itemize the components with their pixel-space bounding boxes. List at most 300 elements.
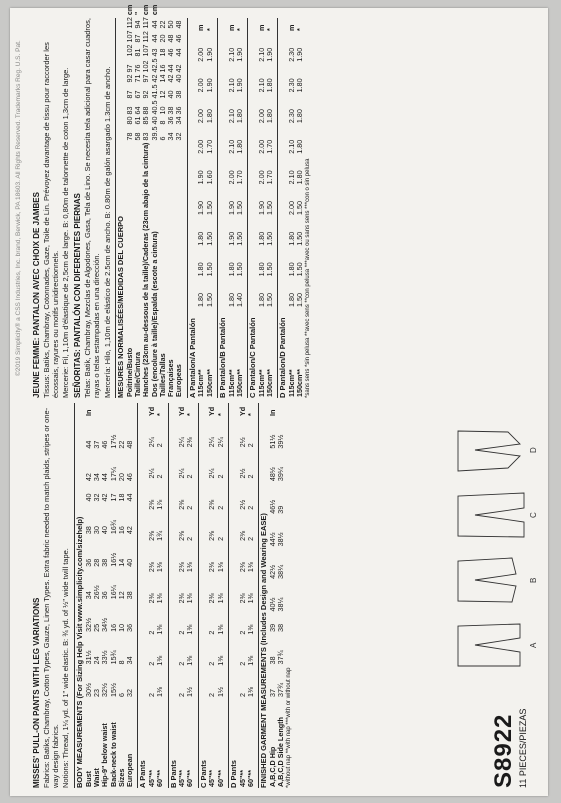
table-cell: 44 <box>166 64 176 73</box>
table-cell: 2.00 <box>256 109 266 124</box>
table-cell: 1.80 <box>256 231 266 246</box>
table-cell: 16¼ <box>108 585 118 600</box>
table-cell: 38¼ <box>276 564 286 579</box>
table-cell: 67 <box>133 90 143 99</box>
view-heading: B Pantalon/B Pantalón <box>217 18 228 398</box>
row-label: Taille/Cintura <box>133 352 143 397</box>
table-cell: 36 <box>174 106 184 115</box>
table-cell: 1.40 <box>234 293 244 307</box>
table-cell: 18 <box>157 48 167 57</box>
table-cell: 38¼ <box>276 597 286 612</box>
view-line-drawings <box>450 416 540 686</box>
table-cell: 32½ <box>100 683 110 697</box>
table-cell: 44½ <box>267 532 277 547</box>
yardage-table <box>288 18 305 398</box>
table-cell: 1.90 <box>226 231 236 246</box>
table-cell: 2 <box>177 661 187 666</box>
table-cell: 1.80 <box>286 293 296 307</box>
row-label: 45"** <box>237 770 247 787</box>
table-row <box>206 18 214 398</box>
table-cell: 42½ <box>267 564 277 579</box>
table-cell: 1⅜ <box>245 593 255 604</box>
yardage-section <box>137 403 255 788</box>
table-cell: 1⅜ <box>155 593 165 604</box>
yardage-table <box>258 18 275 398</box>
table-cell: 38 <box>276 623 286 632</box>
table-cell: 1.80 <box>196 231 206 246</box>
table-cell: 40 <box>100 526 110 535</box>
table-cell: 17 <box>108 493 118 502</box>
table-cell: 1.50 <box>265 262 274 277</box>
table-cell: 1.90 <box>295 47 305 62</box>
table-cell: 36 <box>83 558 93 567</box>
table-cell: 16 <box>108 623 118 632</box>
table-cell: 6 <box>157 136 167 141</box>
table-cell: 1.50 <box>204 262 214 277</box>
table-cell: 61 <box>133 116 143 125</box>
row-label: 150cm** <box>295 369 305 397</box>
table-cell: 20 <box>157 34 167 43</box>
pieces-count: 11 PIECES/PIEZAS <box>518 708 528 788</box>
table-cell: 92 <box>141 90 151 99</box>
row-unit: * <box>185 413 195 416</box>
row-label: 115cm** <box>226 369 236 397</box>
table-cell: 46½ <box>267 499 277 514</box>
row-label: 150cm** <box>265 369 274 397</box>
table-cell: 1.80 <box>196 293 206 307</box>
row-unit: * <box>295 28 305 31</box>
table-cell: 36 <box>125 623 135 632</box>
table-row <box>167 4 175 398</box>
table-cell: 2 <box>245 443 255 448</box>
table-cell: 1.90 <box>226 201 236 216</box>
table-cell: 87 <box>124 90 134 99</box>
table-cell: 2¼ <box>207 468 217 479</box>
table-cell: 107 <box>124 30 134 43</box>
row-label: 60"** <box>155 770 165 787</box>
table-cell: 34 <box>83 591 93 600</box>
table-cell: 32 <box>174 132 184 141</box>
table-cell: 2 <box>147 693 156 697</box>
table-cell: 34 <box>91 473 101 482</box>
table-cell: 2½ <box>237 437 247 448</box>
table-cell: 22 <box>116 440 126 449</box>
row-unit <box>93 403 101 417</box>
row-unit <box>126 403 134 417</box>
table-cell: 38 <box>83 526 93 535</box>
table-cell: 1.80 <box>295 78 305 93</box>
table-cell: 2.00 <box>256 170 266 185</box>
row-label: Françaises <box>166 359 176 397</box>
table-cell: 42 <box>100 493 110 502</box>
row-label: 115cm** <box>286 369 296 397</box>
table-cell: 2.10 <box>226 47 236 62</box>
table-cell: 2 <box>185 474 195 479</box>
fabrics-text: Fabrics: Batiks, Chambray, Cotton Types, Gauze, Linen Types. Extra fabric needed to match plaids, stripes or one-way design fabrics. <box>42 407 60 788</box>
table-cell: 38 <box>125 591 135 600</box>
row-unit <box>118 403 126 417</box>
table-cell: 1.80 <box>265 109 274 124</box>
table-cell: 6 <box>116 693 126 697</box>
table-cell: 2¼ <box>147 468 156 479</box>
table-cell: 1.80 <box>234 109 244 124</box>
table-cell: 2 <box>147 661 156 666</box>
view-label-a: A <box>529 642 538 648</box>
table-cell: 97 <box>124 64 134 73</box>
table-cell: 32½ <box>83 617 93 632</box>
table-cell: 42 <box>149 74 159 83</box>
table-cell: 2 <box>147 630 156 635</box>
table-cell: 88 <box>141 106 151 115</box>
yardage-table <box>239 403 256 788</box>
table-cell: 38 <box>100 558 110 567</box>
row-label: Hip-9" below waist <box>100 723 110 787</box>
table-cell: 44 <box>83 440 93 449</box>
table-cell: 2⅜ <box>237 530 247 541</box>
row-label: Bust <box>83 771 93 787</box>
table-cell: 1.70 <box>234 170 244 185</box>
table-row <box>156 403 164 788</box>
row-unit: cm <box>149 4 159 16</box>
table-cell: 2.10 <box>286 170 296 185</box>
table-cell: 83 <box>124 106 134 115</box>
table-cell: 46 <box>174 34 184 43</box>
table-cell: 10 <box>157 106 167 115</box>
table-cell: 2.00 <box>226 170 236 185</box>
table-cell: 38 <box>267 656 277 665</box>
table-cell: 20 <box>116 473 126 482</box>
row-label: 45"** <box>207 770 217 787</box>
table-cell: 2⅜ <box>177 530 187 541</box>
table-cell: 34 <box>174 116 184 125</box>
row-unit: * <box>155 413 165 416</box>
row-unit: Yd <box>147 406 156 416</box>
table-cell: 1⅜ <box>155 562 165 573</box>
table-cell: 1⅜ <box>245 655 255 666</box>
table-cell: 1.70 <box>265 170 274 185</box>
table-cell: 16 <box>157 64 167 73</box>
table-row <box>217 403 225 788</box>
merceria-text: Mercería: Hilo, 1,10m de elástico de 2.5cm de ancho. B: 0.80m de galón asargado 1.3cm de ancho. <box>102 66 112 398</box>
table-cell: 51½ <box>267 434 277 449</box>
table-cell: 2 <box>245 474 255 479</box>
table-cell: 1⅜ <box>215 624 225 635</box>
table-cell: 42 <box>166 74 176 83</box>
table-cell: 40 <box>174 74 184 83</box>
row-label: 60"** <box>185 770 195 787</box>
table-cell: 26½ <box>91 585 101 600</box>
table-cell: 33½ <box>100 650 110 665</box>
table-cell: 102 <box>124 44 134 57</box>
table-cell: 36 <box>100 591 110 600</box>
table-cell: 48 <box>166 34 176 43</box>
view-heading: C Pants <box>198 403 209 788</box>
table-cell: 16½ <box>108 552 118 567</box>
french-footnote: *sans sens *sin pelusa **avec sens **con pelusa ***avec ou sans sens ***con o sin pelusa <box>305 158 312 398</box>
table-cell: 1.50 <box>265 201 274 216</box>
table-cell: 2.10 <box>256 47 266 62</box>
row-label: Europeas <box>174 364 184 397</box>
table-cell: 39½ <box>276 434 286 449</box>
table-cell: 2 <box>155 443 165 448</box>
table-cell: 71 <box>133 74 143 83</box>
row-unit <box>159 4 167 16</box>
pants-drawing-b <box>458 558 516 602</box>
table-cell: 1⅜ <box>185 655 195 666</box>
row-label: 45"** <box>177 770 187 787</box>
table-cell: 2 <box>237 630 247 635</box>
french-spanish-column <box>32 4 312 398</box>
table-cell: 1¾ <box>155 530 165 541</box>
table-cell: 1.50 <box>204 293 214 307</box>
table-cell: 46 <box>166 48 176 57</box>
table-cell: 15½ <box>108 683 118 697</box>
table-cell: 2 <box>185 505 195 510</box>
table-cell: 2 <box>215 474 225 479</box>
table-cell: 36 <box>166 116 176 125</box>
row-label: European <box>125 753 135 787</box>
table-row <box>175 4 183 398</box>
table-cell: 34½ <box>100 617 110 632</box>
table-cell: 2⅜ <box>147 562 156 573</box>
table-cell: 30 <box>91 526 101 535</box>
view-heading: A Pants <box>137 403 148 788</box>
row-unit: Yd <box>207 406 217 416</box>
row-label: Poitrine/Busto <box>124 347 134 397</box>
table-cell: 1.90 <box>204 47 214 62</box>
table-cell: 1½ <box>215 687 225 697</box>
table-cell: 42 <box>174 64 184 73</box>
table-cell: 1.80 <box>226 262 236 277</box>
tissus-text: Tissus: Batiks, Chambray, Cotonnades, Gaze, Toile de Lin. Prévoyez davantage de tissu pour raccorder les écossais, rayures ou motifs unidirectionnels. <box>42 42 60 398</box>
table-cell: 42.5 <box>149 58 159 73</box>
table-cell: 1.50 <box>295 262 305 277</box>
table-cell: 1.90 <box>256 201 266 216</box>
row-label: A,B,C,D Side Length <box>276 717 286 787</box>
copyright-line: ©2019 Simplicity® a CSS Industries, Inc. brand, Berwick, PA 18603. All Rights Reserved. Trademarks Reg. U.S. Pat. <box>15 40 22 376</box>
table-cell: 42 <box>83 473 93 482</box>
table-cell: 85 <box>141 116 151 125</box>
view-heading: C Pantalon/C Pantalón <box>247 18 258 398</box>
english-title: MISSES' PULL-ON PANTS WITH LEG VARIATIONS <box>32 597 41 788</box>
table-cell: 78 <box>124 132 134 141</box>
table-cell: 40 <box>125 558 135 567</box>
table-cell: 40 <box>166 90 176 99</box>
table-cell: 2.30 <box>286 78 296 93</box>
table-cell: 2 <box>207 630 217 635</box>
table-cell: 1.90 <box>234 78 244 93</box>
table-row <box>126 403 134 788</box>
table-cell: 38 <box>174 90 184 99</box>
row-label: 115cm** <box>196 369 206 397</box>
table-cell: 1.50 <box>234 231 244 246</box>
table-cell: 43 <box>149 48 159 57</box>
table-cell: 1⅜ <box>155 655 165 666</box>
table-cell: 1.50 <box>295 293 305 307</box>
table-cell: 1.50 <box>295 201 305 216</box>
table-cell: 40½ <box>267 597 277 612</box>
table-cell: 2.10 <box>256 78 266 93</box>
table-cell: 1.50 <box>234 201 244 216</box>
row-label: 115cm** <box>256 369 266 397</box>
view-heading: D Pantalon/D Pantalón <box>277 18 288 398</box>
yardage-table <box>197 18 214 398</box>
table-cell: 112 <box>124 17 134 29</box>
row-unit: Yd <box>237 406 247 416</box>
table-cell: 2 <box>237 693 247 697</box>
table-cell: 37¾ <box>276 650 286 665</box>
row-label: Back-neck to waist <box>108 722 118 787</box>
table-cell: 17¼ <box>108 467 118 482</box>
table-cell: 2⅜ <box>147 530 156 541</box>
table-cell: 1⅜ <box>215 655 225 666</box>
table-cell: 2 <box>245 536 255 541</box>
notions-text: Notions: Thread, 1¼ yd. of 1" wide elastic. B: ¾ yd. of ½" wide twill tape. <box>61 548 71 788</box>
table-cell: 2.00 <box>196 47 206 62</box>
pants-drawings-svg <box>450 416 540 686</box>
table-cell: 1.50 <box>265 293 274 307</box>
table-cell: 2 <box>215 505 225 510</box>
table-cell: 34 <box>125 656 135 665</box>
row-unit: cm <box>141 4 151 16</box>
table-cell: 1⅜ <box>245 624 255 635</box>
table-row <box>126 4 134 398</box>
table-cell: 1.80 <box>226 293 236 307</box>
table-cell: 50 <box>166 20 176 29</box>
table-cell: 1.80 <box>204 109 214 124</box>
row-unit: cm <box>124 4 134 16</box>
row-unit: * <box>245 413 255 416</box>
row-label: Tailles/Tallas <box>157 353 167 397</box>
row-label: Hanches (23cm au-dessous de la taille)/Caderas (23cm abajo de la cintura) <box>141 142 151 397</box>
metric-body-table <box>126 4 184 398</box>
table-cell: 23 <box>91 689 101 697</box>
telas-text: Telas: Batik, Chambray, Mezclas de Algodones, Gasa, Tela de Lino. Se necesita tela adicional para casar cuadros, rayas o telas estampadas en una dirección. <box>83 18 101 398</box>
table-cell: 97 <box>141 74 151 83</box>
finished-measurements-table <box>269 403 286 788</box>
table-cell: 2⅜ <box>237 593 247 604</box>
pants-drawing-c <box>458 493 524 537</box>
table-cell: 2 <box>215 536 225 541</box>
table-cell: 2½ <box>237 499 247 510</box>
table-cell: 2¼ <box>207 437 217 448</box>
table-cell: 37 <box>91 440 101 449</box>
table-cell: 44 <box>149 34 159 43</box>
yardage-table <box>208 403 225 788</box>
table-cell: 1.90 <box>234 47 244 62</box>
table-row <box>236 18 244 398</box>
table-cell: 1.50 <box>204 201 214 216</box>
row-unit <box>167 4 175 16</box>
row-label: 150cm** <box>204 369 214 397</box>
table-cell: 2⅜ <box>177 499 187 510</box>
view-heading: B Pants <box>168 403 179 788</box>
table-cell: 1.80 <box>295 170 305 185</box>
table-cell: 22 <box>157 20 167 29</box>
table-cell: 2.00 <box>196 139 206 154</box>
table-cell: 12 <box>157 90 167 99</box>
row-label: Waist <box>91 768 101 787</box>
table-cell: 15¾ <box>108 650 118 665</box>
row-unit: * <box>215 413 225 416</box>
table-cell: 1⅜ <box>185 593 195 604</box>
table-cell: 2⅜ <box>207 562 217 573</box>
table-row <box>277 403 285 788</box>
table-cell: 2.00 <box>286 201 296 216</box>
table-cell: 44 <box>149 20 159 29</box>
table-cell: 1.80 <box>265 78 274 93</box>
table-cell: 2⅜ <box>177 562 187 573</box>
table-cell: 1.80 <box>286 262 296 277</box>
pattern-number: S8922 <box>490 713 517 788</box>
table-cell: 1⅞ <box>155 499 165 510</box>
table-cell: 92 <box>124 74 134 83</box>
table-cell: 16¾ <box>108 520 118 535</box>
table-cell: 1⅜ <box>185 624 195 635</box>
row-unit: In <box>83 409 93 416</box>
table-cell: 48 <box>174 20 184 29</box>
table-row <box>247 403 255 788</box>
metric-yardage-section <box>187 18 305 398</box>
row-label: A,B,C,D Hip <box>267 746 277 787</box>
row-unit: * <box>204 28 214 31</box>
row-label: 150cm** <box>234 369 244 397</box>
table-cell: 1.50 <box>204 231 214 246</box>
table-cell: 2.00 <box>196 109 206 124</box>
view-heading: A Pantalon/A Pantalón <box>187 18 198 398</box>
table-cell: 1.80 <box>286 231 296 246</box>
table-cell: 12 <box>116 591 126 600</box>
row-unit: In <box>267 409 277 416</box>
table-cell: 44 <box>100 473 110 482</box>
table-cell: 2 <box>155 474 165 479</box>
table-cell: 1.80 <box>295 139 305 154</box>
table-row <box>151 4 159 398</box>
table-cell: 48½ <box>267 467 277 482</box>
row-label: 45"** <box>147 770 156 787</box>
table-cell: 38 <box>166 106 176 115</box>
row-unit <box>110 403 118 417</box>
table-cell: 39.5 <box>149 126 159 141</box>
table-cell: 2.00 <box>256 139 266 154</box>
table-cell: 2 <box>237 661 247 666</box>
table-cell: 37 <box>267 689 277 697</box>
view-label-b: B <box>529 577 538 583</box>
view-label-d: D <box>529 447 538 453</box>
table-cell: 39 <box>276 505 286 514</box>
table-cell: 37¾ <box>276 683 286 697</box>
table-cell: 24 <box>91 656 101 665</box>
view-heading: D Pants <box>228 403 239 788</box>
body-measurements-table <box>85 403 135 788</box>
table-cell: 2 <box>177 630 187 635</box>
table-cell: 2¼ <box>215 437 225 448</box>
row-unit <box>277 403 285 417</box>
table-cell: 2⅜ <box>177 593 187 604</box>
table-cell: 18 <box>116 493 126 502</box>
table-cell: 34 <box>166 132 176 141</box>
row-unit <box>101 403 109 417</box>
yardage-table <box>148 403 165 788</box>
table-cell: 46 <box>125 473 135 482</box>
body-measurements-heading: BODY MEASUREMENTS (For Sizing Help Visit www.simplicity.com/sizehelp) <box>74 403 85 788</box>
table-cell: 31½ <box>83 650 93 665</box>
table-row <box>186 403 194 788</box>
table-cell: 1.80 <box>196 262 206 277</box>
table-cell: 2.10 <box>226 139 236 154</box>
yardage-table <box>228 18 245 398</box>
row-label: 60"** <box>215 770 225 787</box>
